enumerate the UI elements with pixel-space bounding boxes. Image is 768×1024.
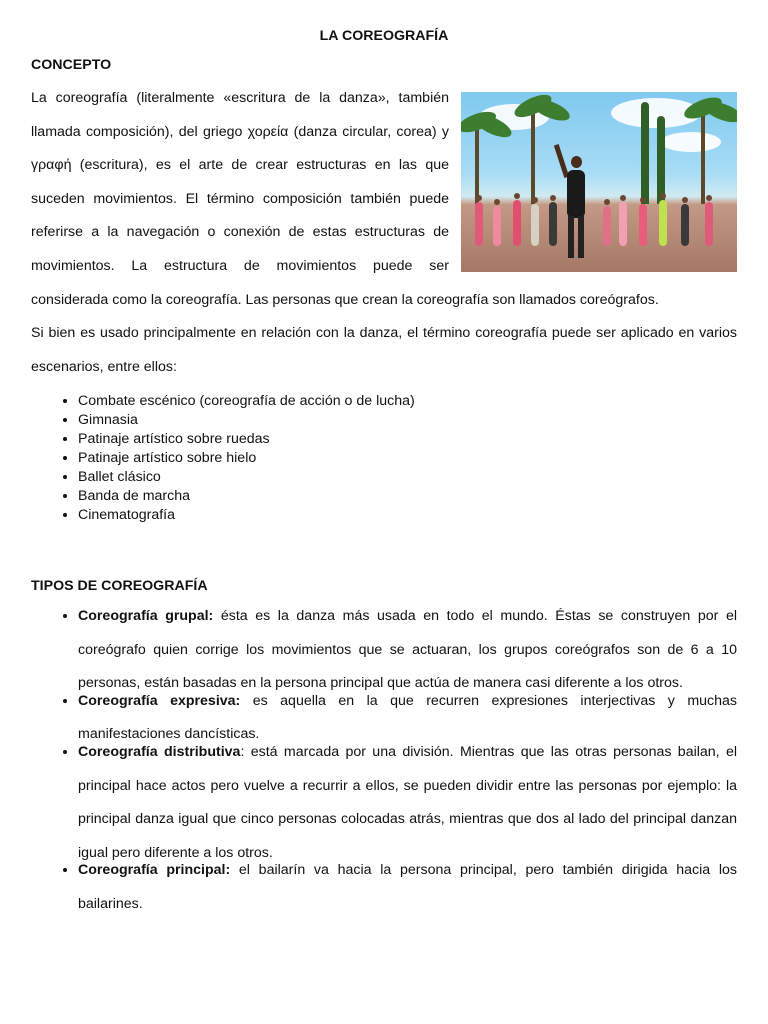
lead-dancer bbox=[565, 148, 587, 258]
type-description: ésta es la danza más usada en todo el mundo. Éstas se construyen por el coreógrafo quien corrige los movimientos que se actuaran, los grupos coreógrafos son de 6 a 10 personas, están basadas en la persona principal que actúa de manera casi diferente a los otros. bbox=[78, 608, 737, 692]
document-title: LA COREOGRAFÍA bbox=[319, 28, 449, 44]
tipos-list bbox=[31, 600, 737, 912]
list-item: • Gimnasia bbox=[78, 411, 737, 430]
list-item: • Cinematografía bbox=[78, 506, 737, 525]
type-description: : está marcada por una división. Mientras que las otras personas bailan, el principal hace actos pero vuelve a recurrir a ellos, se pueden dividir entre las personas por ejemplo: la principal danza igual que cinco personas colocadas atrás, mientras que dos al lado del principal danzan igual pero diferente a los otros. bbox=[78, 743, 737, 861]
list-item bbox=[78, 854, 737, 921]
concepto-heading: CONCEPTO bbox=[31, 57, 112, 73]
tipos-heading: TIPOS DE COREOGRAFÍA bbox=[31, 578, 208, 594]
concepto-paragraph-2: Si bien es usado principalmente en relación con la danza, el término coreografía puede ser aplicado en varios escenarios, entre ellos: bbox=[31, 325, 737, 375]
concepto-section bbox=[31, 82, 737, 525]
dance-group-photo bbox=[461, 92, 737, 272]
type-term: Coreografía expresiva: bbox=[78, 692, 241, 709]
type-term: Coreografía grupal: bbox=[78, 608, 214, 624]
list-item: • Patinaje artístico sobre ruedas bbox=[78, 430, 737, 449]
list-item: • Ballet clásico bbox=[78, 468, 737, 487]
concepto-paragraph-1: La coreografía (literalmente «escritura de la danza», también llamada composición), del griego χορεία (danza circular, corea) y γραφή (escritura), es el arte de crear estructuras en las que suceden movimientos. El término composición también puede referirse a la navegación o conexión de estas estructuras de movimientos. La estructura de movimientos puede ser considerada como la coreografía. Las personas que crean la coreografía son llamados coreógrafos. bbox=[31, 90, 659, 308]
list-item: • Banda de marcha bbox=[78, 487, 737, 506]
list-item: • Combate escénico (coreografía de acción o de lucha) bbox=[78, 392, 737, 411]
type-term: Coreografía distributiva bbox=[78, 743, 241, 760]
scenarios-list bbox=[31, 392, 737, 525]
type-description: es aquella en la que recurren expresiones interjectivas y muchas manifestaciones dancísticas. bbox=[78, 692, 737, 743]
list-item bbox=[78, 736, 737, 870]
list-item: • Patinaje artístico sobre hielo bbox=[78, 449, 737, 468]
type-description: el bailarín va hacia la persona principal, pero también dirigida hacia los bailarines. bbox=[78, 862, 737, 912]
type-term: Coreografía principal: bbox=[78, 862, 231, 879]
